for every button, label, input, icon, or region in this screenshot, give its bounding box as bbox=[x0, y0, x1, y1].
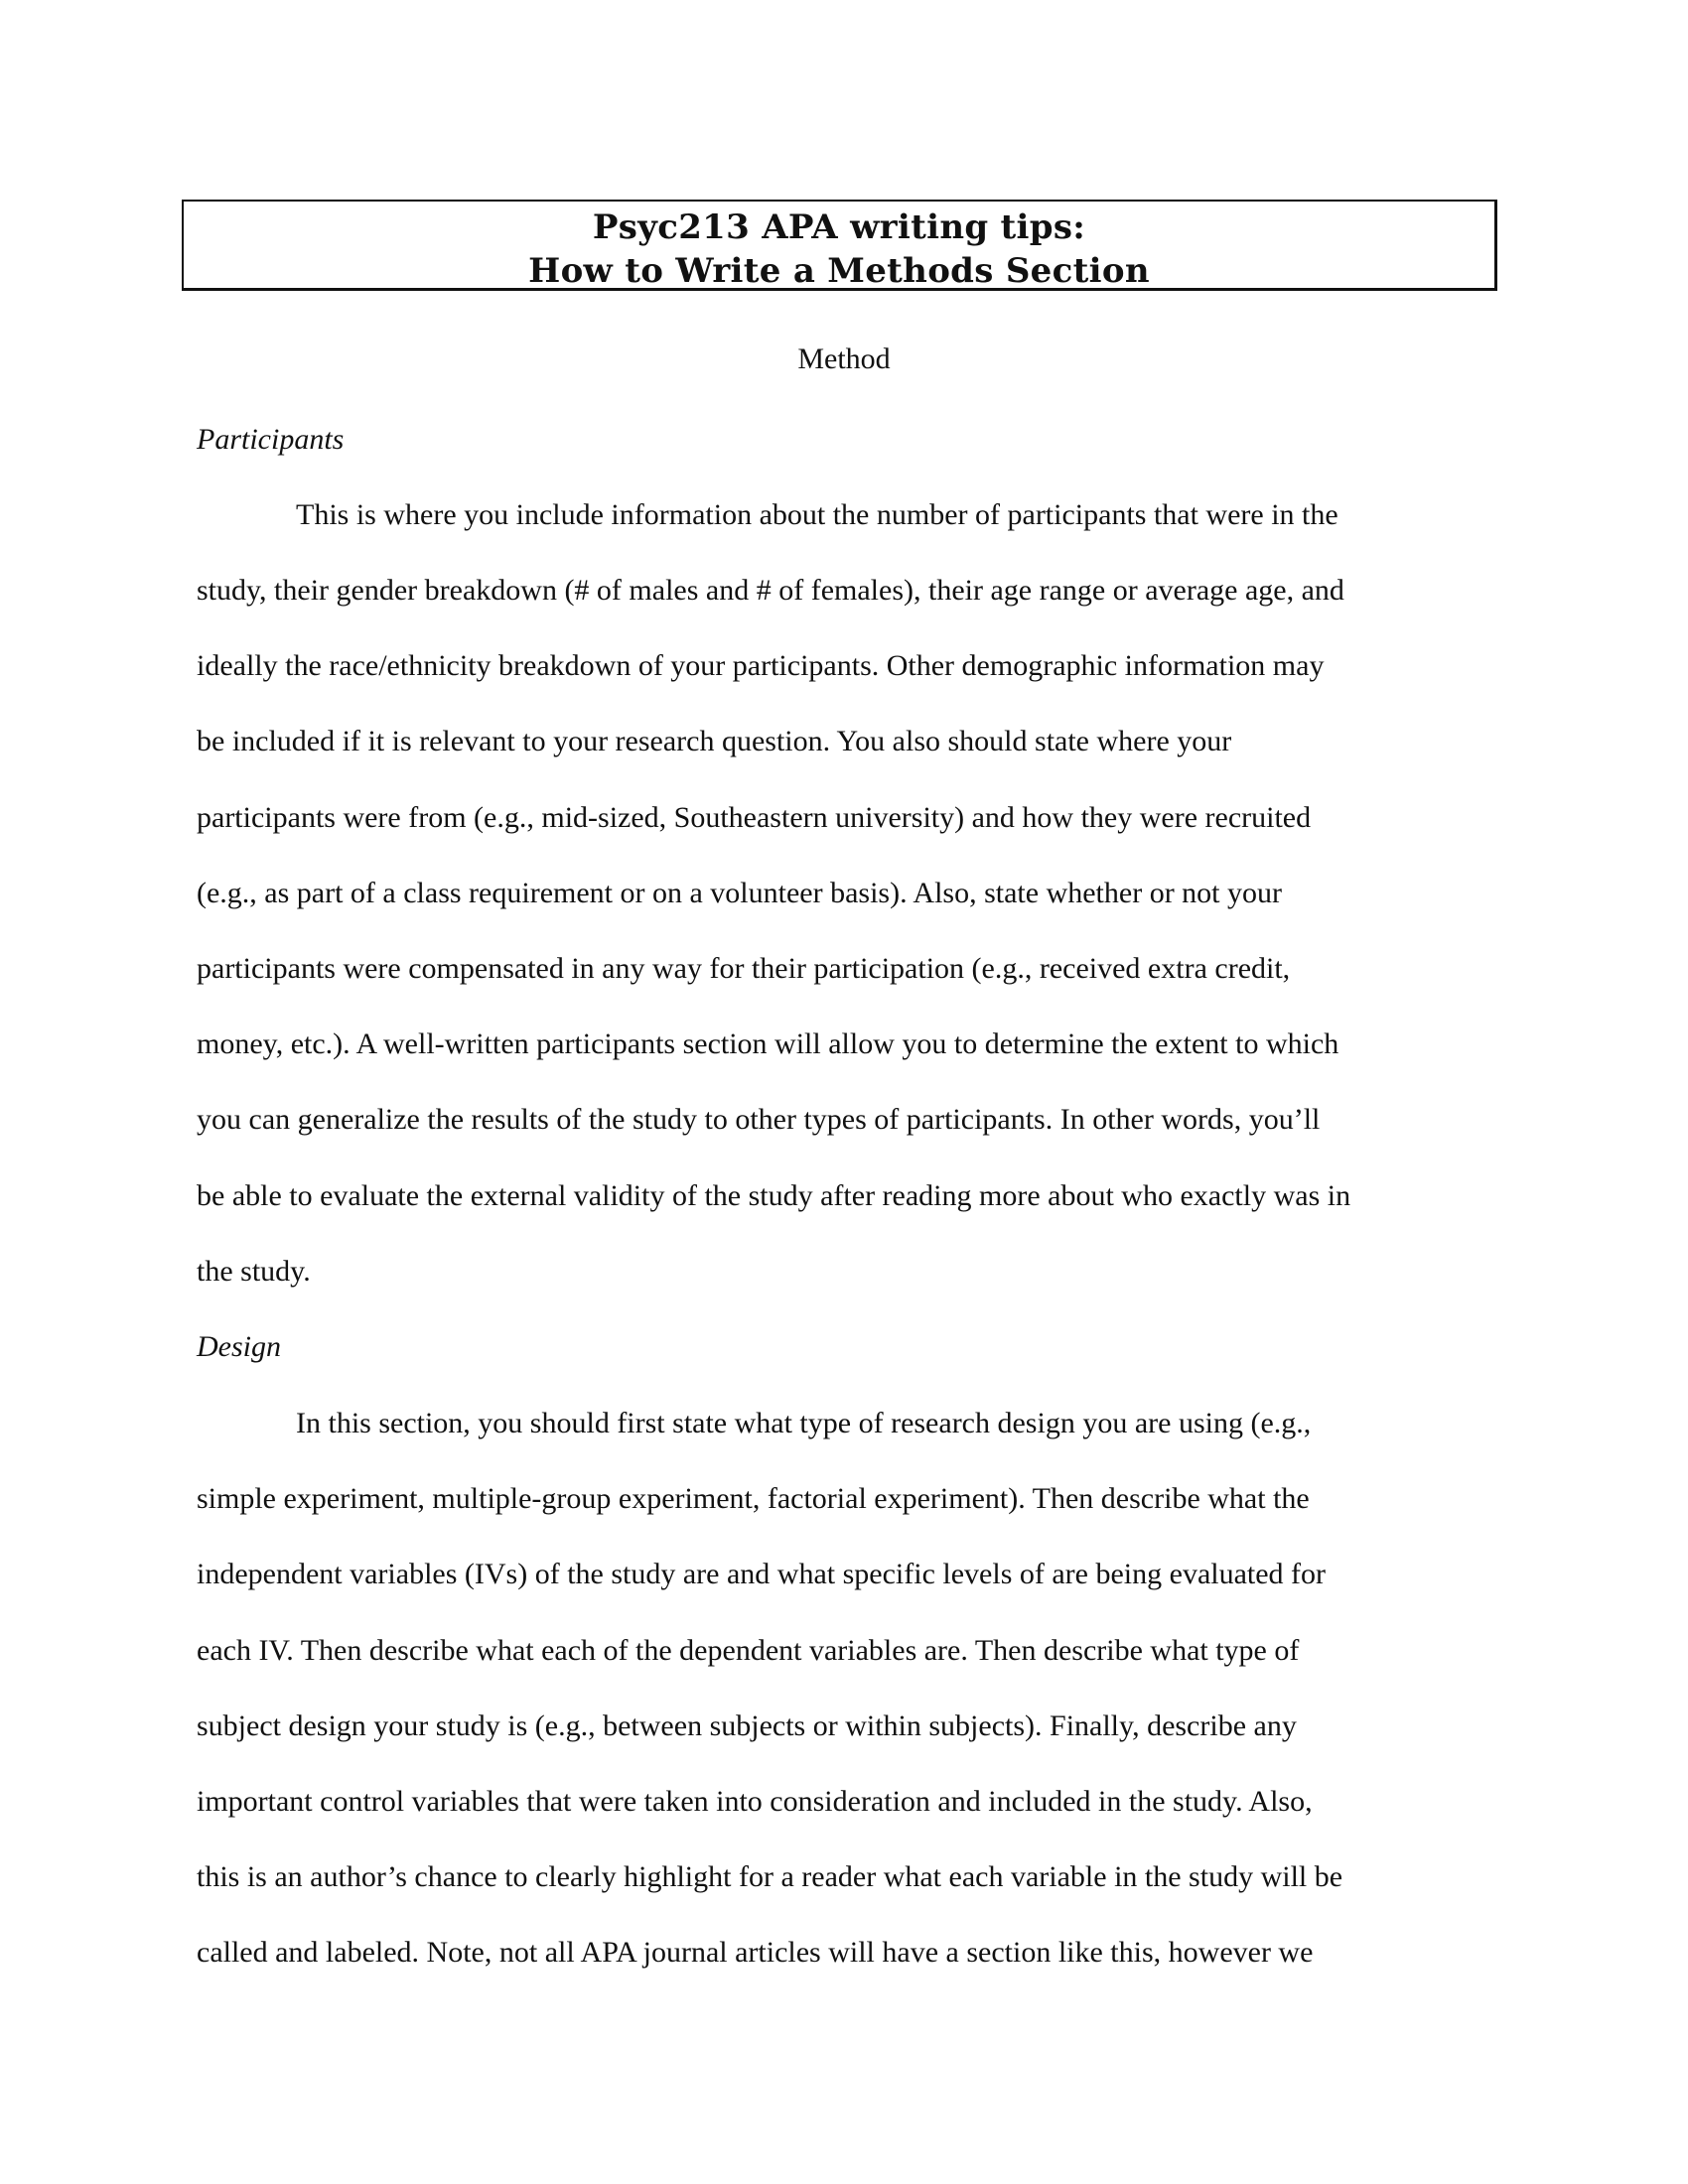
paragraph-line: this is an author’s chance to clearly highlight for a reader what each variable in the study will be bbox=[197, 1860, 1343, 1893]
section-heading-method: Method bbox=[797, 342, 891, 375]
paragraph-line: independent variables (IVs) of the study are and what specific levels of are being evaluated for bbox=[197, 1558, 1327, 1590]
paragraph-line: participants were from (e.g., mid-sized, Southeastern university) and how they were recruited bbox=[197, 801, 1312, 834]
paragraph-line: participants were compensated in any way for their participation (e.g., received extra credit, bbox=[197, 952, 1291, 985]
paragraph-line: called and labeled. Note, not all APA journal articles will have a section like this, however we bbox=[197, 1936, 1314, 1969]
paragraph-line: subject design your study is (e.g., between subjects or within subjects). Finally, describe any bbox=[197, 1709, 1297, 1742]
document-title-line-2: How to Write a Methods Section bbox=[528, 251, 1150, 291]
document-title-line-1: Psyc213 APA writing tips: bbox=[592, 207, 1086, 247]
paragraph-line: simple experiment, multiple-group experiment, factorial experiment). Then describe what the bbox=[197, 1482, 1310, 1515]
document-title-box bbox=[182, 200, 1497, 291]
paragraph-line: be included if it is relevant to your research question. You also should state where your bbox=[197, 725, 1232, 757]
paragraph-line: the study. bbox=[197, 1255, 311, 1288]
paragraph-line: you can generalize the results of the study to other types of participants. In other words, you’ll bbox=[197, 1103, 1321, 1136]
paragraph-line: money, etc.). A well-written participants section will allow you to determine the extent to which bbox=[197, 1027, 1339, 1060]
paragraph-line: This is where you include information about the number of participants that were in the bbox=[296, 498, 1338, 531]
subheading-participants: Participants bbox=[197, 423, 345, 456]
paragraph-line: be able to evaluate the external validity of the study after reading more about who exactly was in bbox=[197, 1179, 1351, 1212]
paragraph-line: ideally the race/ethnicity breakdown of your participants. Other demographic information may bbox=[197, 649, 1325, 682]
paragraph-line: each IV. Then describe what each of the dependent variables are. Then describe what type of bbox=[197, 1634, 1300, 1667]
paragraph-line: study, their gender breakdown (# of males and # of females), their age range or average age, and bbox=[197, 574, 1344, 607]
paragraph-line: important control variables that were taken into consideration and included in the study. Also, bbox=[197, 1785, 1313, 1818]
paragraph-line: (e.g., as part of a class requirement or on a volunteer basis). Also, state whether or not your bbox=[197, 877, 1283, 909]
subheading-design: Design bbox=[197, 1330, 281, 1363]
paragraph-line: In this section, you should first state what type of research design you are using (e.g., bbox=[296, 1407, 1312, 1439]
